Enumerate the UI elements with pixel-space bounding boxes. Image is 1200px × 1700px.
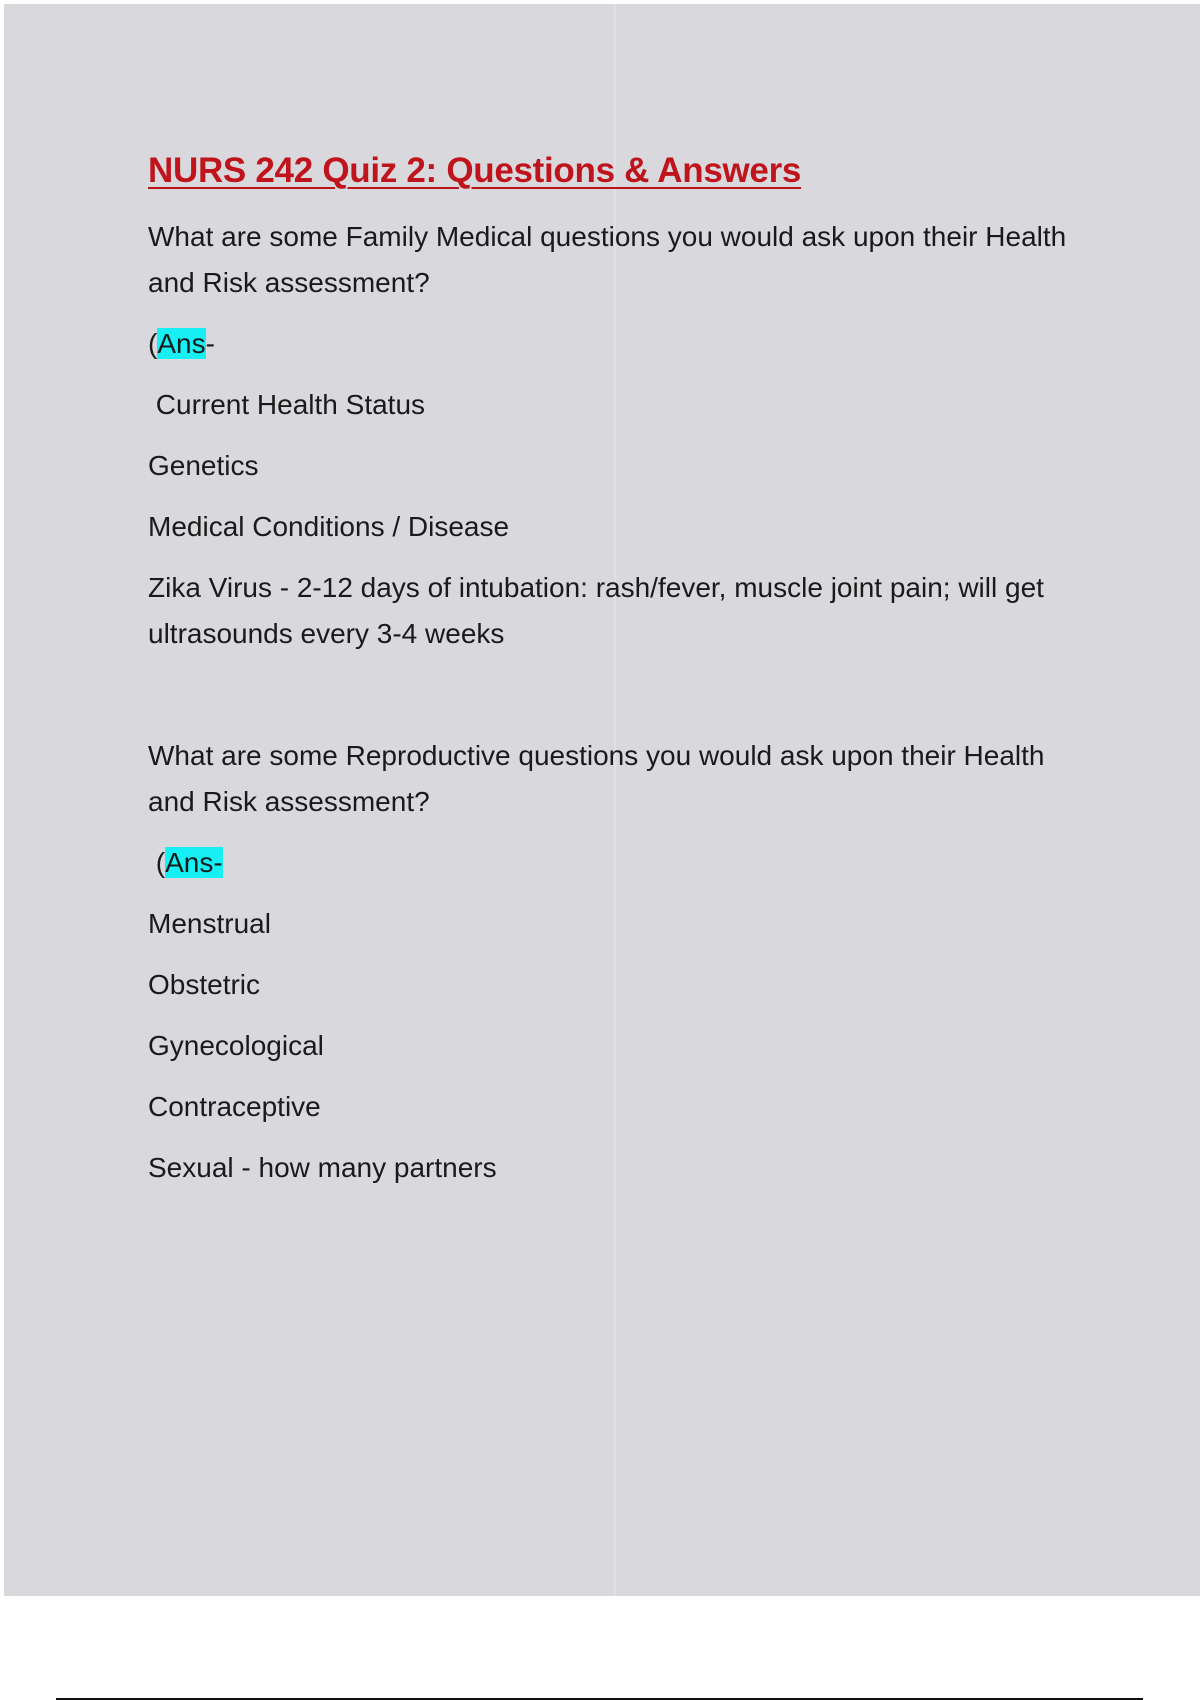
answer-1-item: Current Health Status [148, 389, 426, 420]
section-spacer [148, 672, 1078, 733]
answer-2-label [148, 840, 1078, 886]
question-2: What are some Reproductive questions you would ask upon their Health and Risk assessment? [148, 740, 1053, 817]
document-title: NURS 242 Quiz 2: Questions & Answers [148, 151, 802, 190]
answer-1-highlight: Ans [157, 328, 206, 359]
question-1: What are some Family Medical questions you would ask upon their Health and Risk assessment? [148, 221, 1074, 298]
answer-2-item: Menstrual [148, 908, 271, 939]
answer-2-item: Gynecological [148, 1030, 324, 1061]
answer-2-item: Contraceptive [148, 1091, 321, 1122]
answer-1-item: Genetics [148, 450, 259, 481]
document-content [148, 150, 1078, 1206]
answer-2-item: Sexual - how many partners [148, 1152, 497, 1183]
answer-1-item: Zika Virus - 2-12 days of intubation: rash/fever, muscle joint pain; will get ultrasounds every 3-4 weeks [148, 572, 1052, 649]
answer-1-item: Medical Conditions / Disease [148, 511, 510, 542]
answer-2-item: Obstetric [148, 969, 261, 1000]
answer-2-highlight: Ans- [165, 847, 223, 878]
answer-1-dash: - [205, 328, 215, 359]
answer-2-open-paren: ( [148, 847, 166, 878]
answer-1-open-paren: ( [148, 328, 158, 359]
answer-1-label [148, 321, 1078, 367]
